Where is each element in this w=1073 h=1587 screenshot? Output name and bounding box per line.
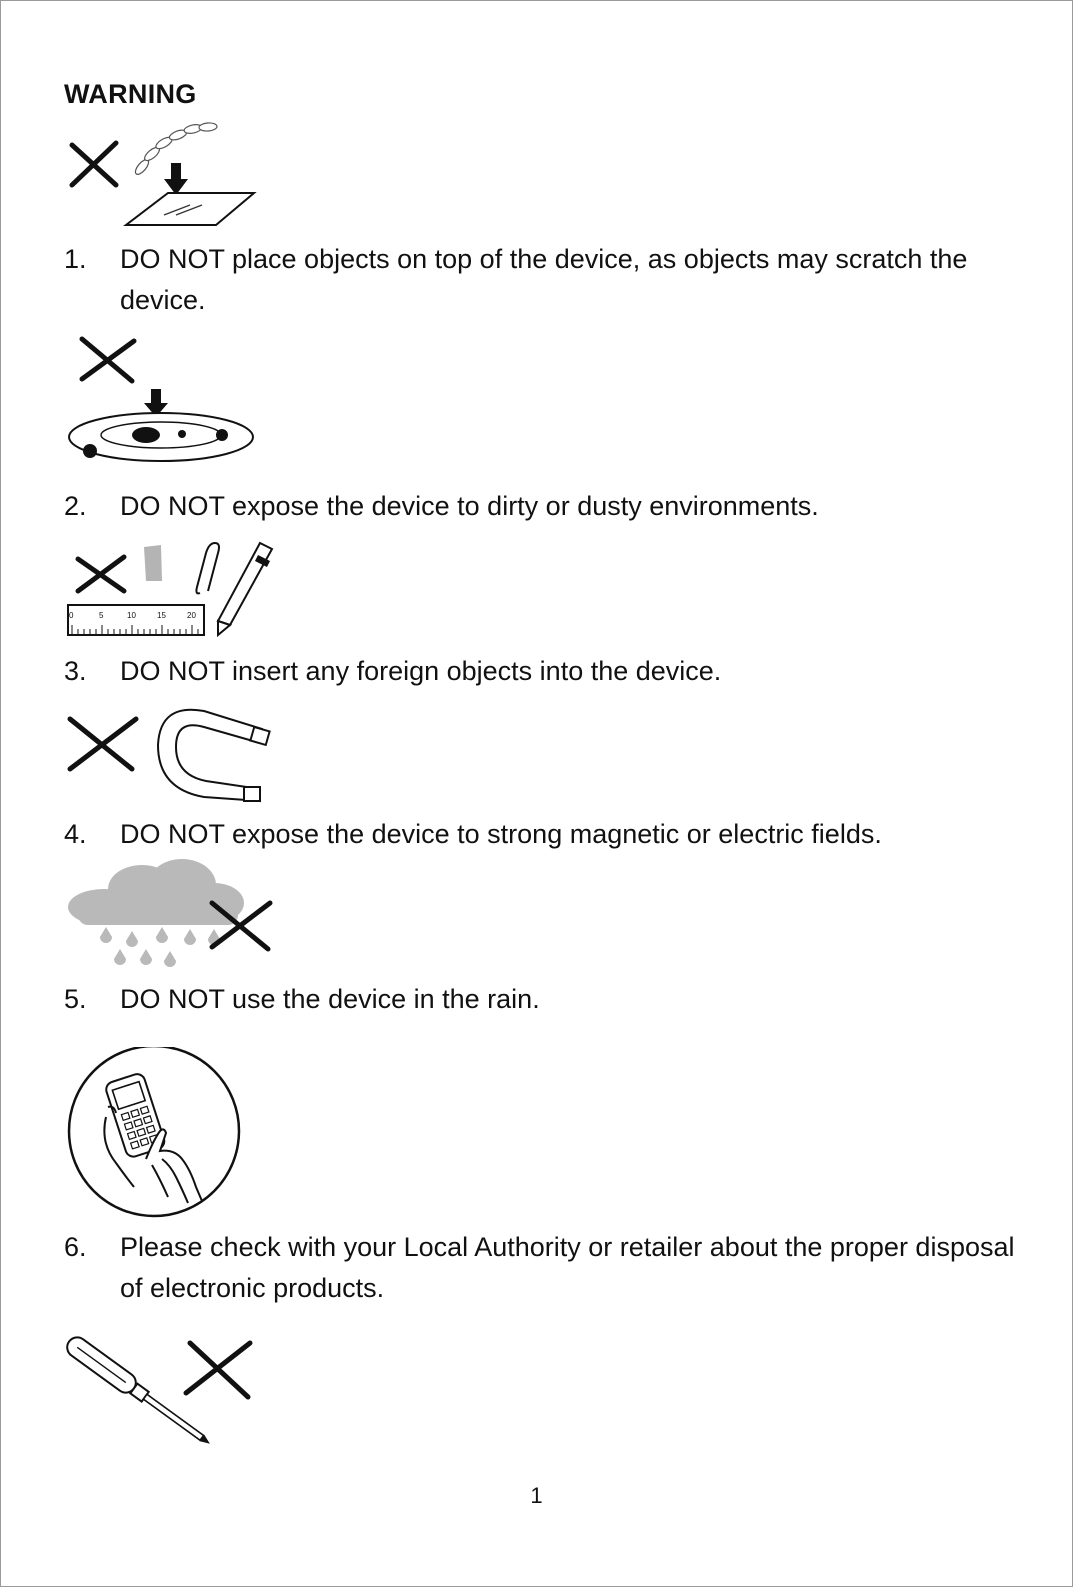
no-screwdriver-icon [64, 1331, 264, 1459]
item-text: DO NOT place objects on top of the device, as objects may scratch the device. [120, 244, 968, 315]
warning-item-5 [64, 979, 1024, 1020]
warning-item-3 [64, 651, 1024, 692]
warning-heading: WARNING [64, 79, 197, 109]
warning-item-1 [64, 239, 1024, 321]
item-text: DO NOT expose the device to strong magnetic or electric fields. [120, 819, 882, 849]
no-objects-on-device-icon [64, 119, 264, 231]
item-text: DO NOT use the device in the rain. [120, 984, 540, 1014]
item-number: 3. [64, 656, 87, 686]
ruler-tick-label: 10 [127, 611, 136, 620]
item-number: 5. [64, 984, 87, 1014]
warning-item-4 [64, 814, 1024, 855]
item-number: 1. [64, 244, 87, 274]
ruler-tick-label: 5 [99, 611, 104, 620]
no-foreign-objects-icon [64, 541, 284, 647]
item-number: 4. [64, 819, 87, 849]
item-number: 2. [64, 491, 87, 521]
no-dust-icon [64, 331, 264, 471]
item-number: 6. [64, 1232, 87, 1262]
item-text: DO NOT insert any foreign objects into the device. [120, 656, 722, 686]
ruler-tick-label: 15 [157, 611, 166, 620]
item-text: Please check with your Local Authority or retailer about the proper disposal of electronic products. [120, 1232, 1015, 1303]
no-magnet-icon [64, 705, 284, 813]
item-text: DO NOT expose the device to dirty or dusty environments. [120, 491, 819, 521]
page-number: 1 [530, 1483, 543, 1508]
device-disposal-icon [64, 1047, 244, 1227]
ruler-tick-label: 20 [187, 611, 196, 620]
warning-item-6 [64, 1227, 1024, 1309]
ruler-tick-label: 0 [69, 611, 74, 620]
no-rain-icon [64, 859, 284, 971]
warning-item-2 [64, 486, 1024, 527]
